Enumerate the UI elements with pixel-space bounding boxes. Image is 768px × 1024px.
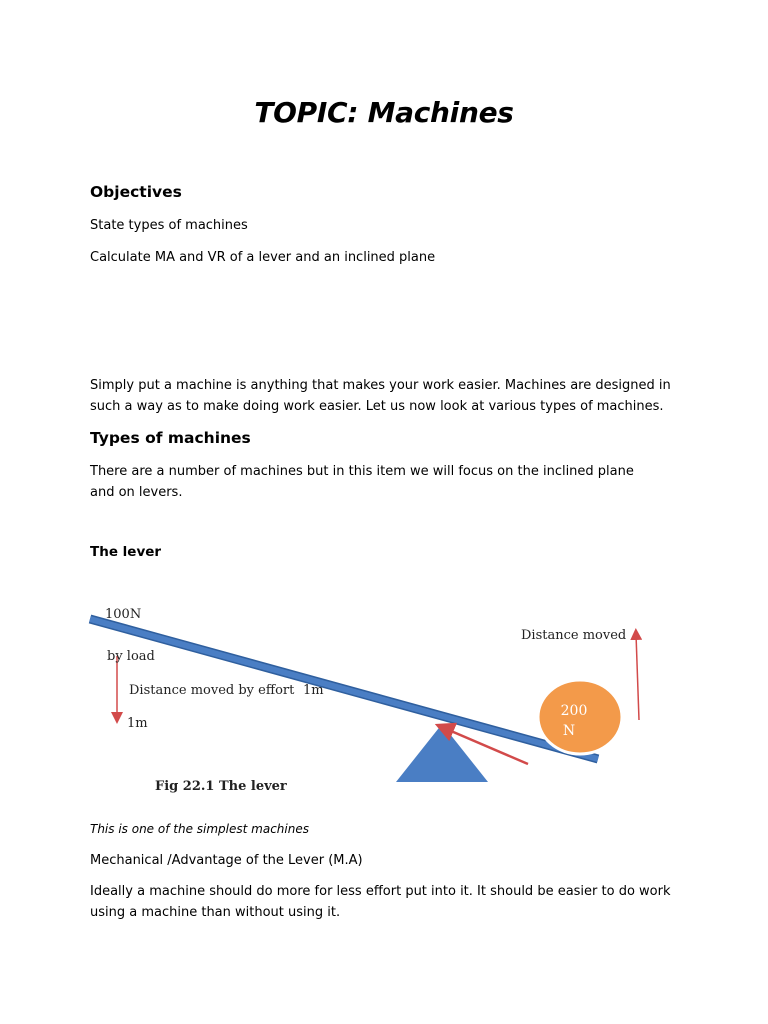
types-paragraph: There are a number of machines but in this item we will focus on the inclined plane and on levers. xyxy=(90,464,634,500)
load-unit: N xyxy=(562,723,576,739)
up-arrow xyxy=(636,634,639,720)
figure-caption: This is one of the simplest machines xyxy=(90,822,309,836)
page-title: TOPIC: Machines xyxy=(254,96,514,129)
load-value: 200 xyxy=(560,703,588,719)
distance-moved-label: Distance moved xyxy=(521,628,627,643)
objective-item: Calculate MA and VR of a lever and an inclined plane xyxy=(90,250,436,265)
ma-heading: Mechanical /Advantage of the Lever (M.A) xyxy=(90,853,363,868)
ma-paragraph: Ideally a machine should do more for less effort put into it. It should be easier to do work using a machine than without using it. xyxy=(90,884,671,920)
lever-heading: The lever xyxy=(90,544,162,560)
fulcrum-triangle xyxy=(396,724,488,782)
intro-paragraph: Simply put a machine is anything that makes your work easier. Machines are designed in such a way as to make doing work easier. Let us now look at various types of machines. xyxy=(90,378,671,414)
distance-left-value: 1m xyxy=(127,716,148,731)
load-fragment-label: by load xyxy=(107,649,155,664)
objective-item: State types of machines xyxy=(90,218,248,233)
lever-figure xyxy=(90,598,690,794)
effort-label: 100N xyxy=(105,607,142,622)
distance-effort-label: Distance moved by effort xyxy=(129,683,295,698)
objectives-heading: Objectives xyxy=(90,183,182,201)
figure-cut-caption: Fig 22.1 The lever xyxy=(155,779,287,794)
lever-diagram xyxy=(90,598,690,794)
types-heading: Types of machines xyxy=(90,429,251,447)
distance-mid-value: 1m xyxy=(303,683,324,698)
